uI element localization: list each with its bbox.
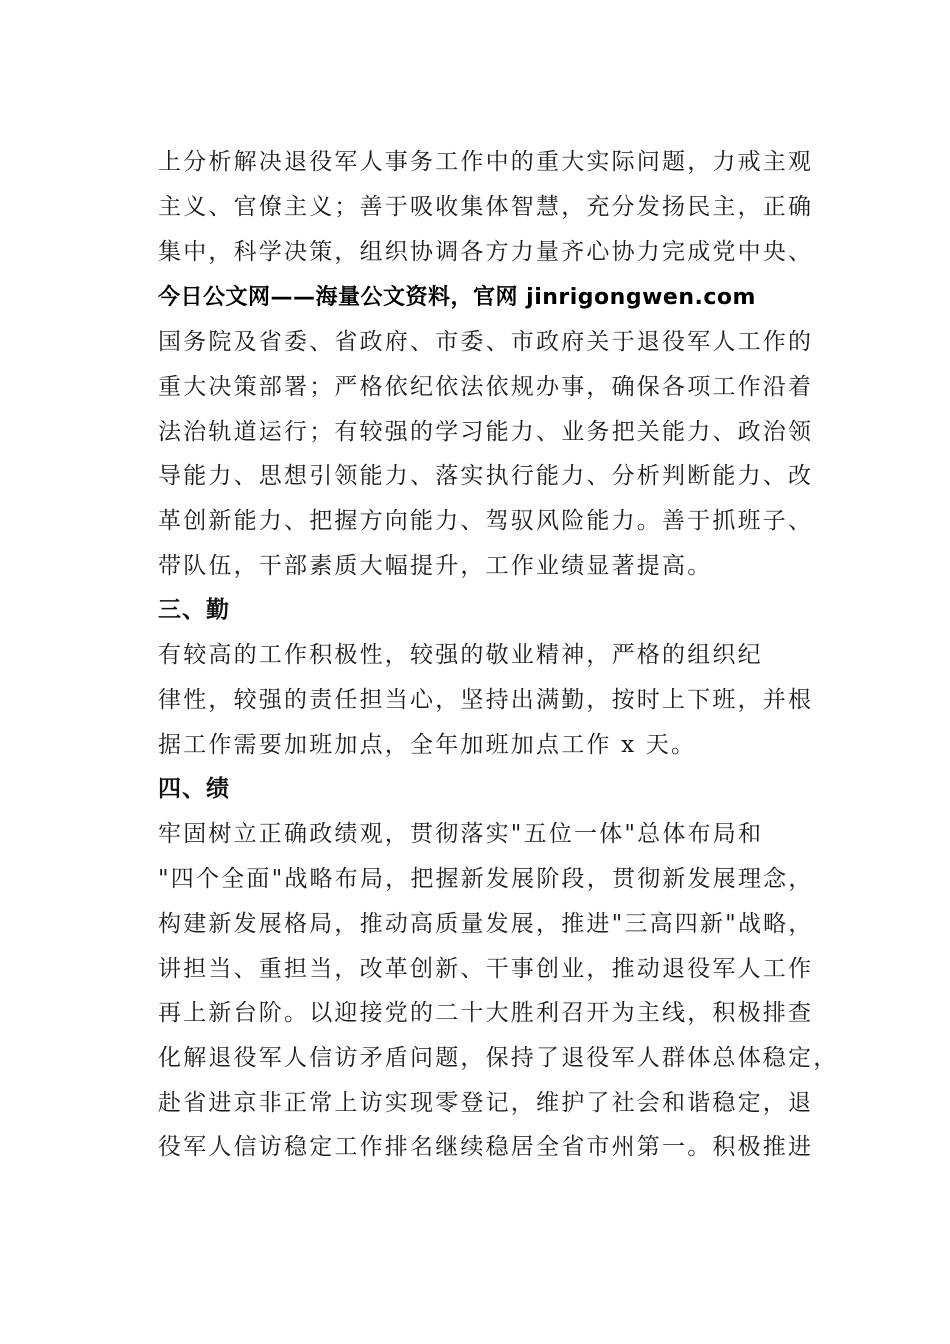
body-line: 集中，科学决策，组织协调各方力量齐心协力完成党中央、	[158, 239, 814, 265]
body-line: 导能力、思想引领能力、落实执行能力、分析判断能力、改	[158, 463, 814, 489]
body-line: 国务院及省委、省政府、市委、市政府关于退役军人工作的	[158, 329, 814, 355]
body-line: 赴省进京非正常上访实现零登记，维护了社会和谐稳定，退	[158, 1090, 814, 1116]
body-line: "四个全面"战略布局，把握新发展阶段，贯彻新发展理念，	[158, 866, 814, 892]
section-heading-qin: 三、勤	[158, 597, 230, 623]
website-banner: 今日公文网——海量公文资料，官网 jinrigongwen.com	[158, 285, 756, 310]
body-line: 化解退役军人信访矛盾问题，保持了退役军人群体总体稳定，	[158, 1045, 839, 1071]
body-line: 法治轨道运行；有较强的学习能力、业务把关能力、政治领	[158, 419, 814, 445]
body-line: 有较高的工作积极性，较强的敬业精神，严格的组织纪	[158, 642, 763, 668]
body-line: 上分析解决退役军人事务工作中的重大实际问题，力戒主观	[158, 149, 814, 175]
body-line: 革创新能力、把握方向能力、驾驭风险能力。善于抓班子、	[158, 508, 814, 534]
body-line: 讲担当、重担当，改革创新、干事创业，推动退役军人工作	[158, 956, 814, 982]
body-line: 主义、官僚主义；善于吸收集体智慧，充分发扬民主，正确	[158, 194, 814, 220]
section-heading-ji: 四、绩	[158, 776, 230, 802]
body-line: 役军人信访稳定工作排名继续稳居全省市州第一。积极推进	[158, 1134, 814, 1160]
body-line: 带队伍，干部素质大幅提升，工作业绩显著提高。	[158, 553, 713, 579]
body-line: 律性，较强的责任担当心，坚持出满勤，按时上下班，并根	[158, 687, 814, 713]
body-line: 再上新台阶。以迎接党的二十大胜利召开为主线，积极排查	[158, 1000, 814, 1026]
body-line: 牢固树立正确政绩观，贯彻落实"五位一体"总体布局和	[158, 821, 764, 847]
body-line: 构建新发展格局，推动高质量发展，推进"三高四新"战略，	[158, 911, 814, 937]
body-line: 重大决策部署；严格依纪依法依规办事，确保各项工作沿着	[158, 374, 814, 400]
body-line: 据工作需要加班加点，全年加班加点工作 x 天。	[158, 732, 697, 758]
